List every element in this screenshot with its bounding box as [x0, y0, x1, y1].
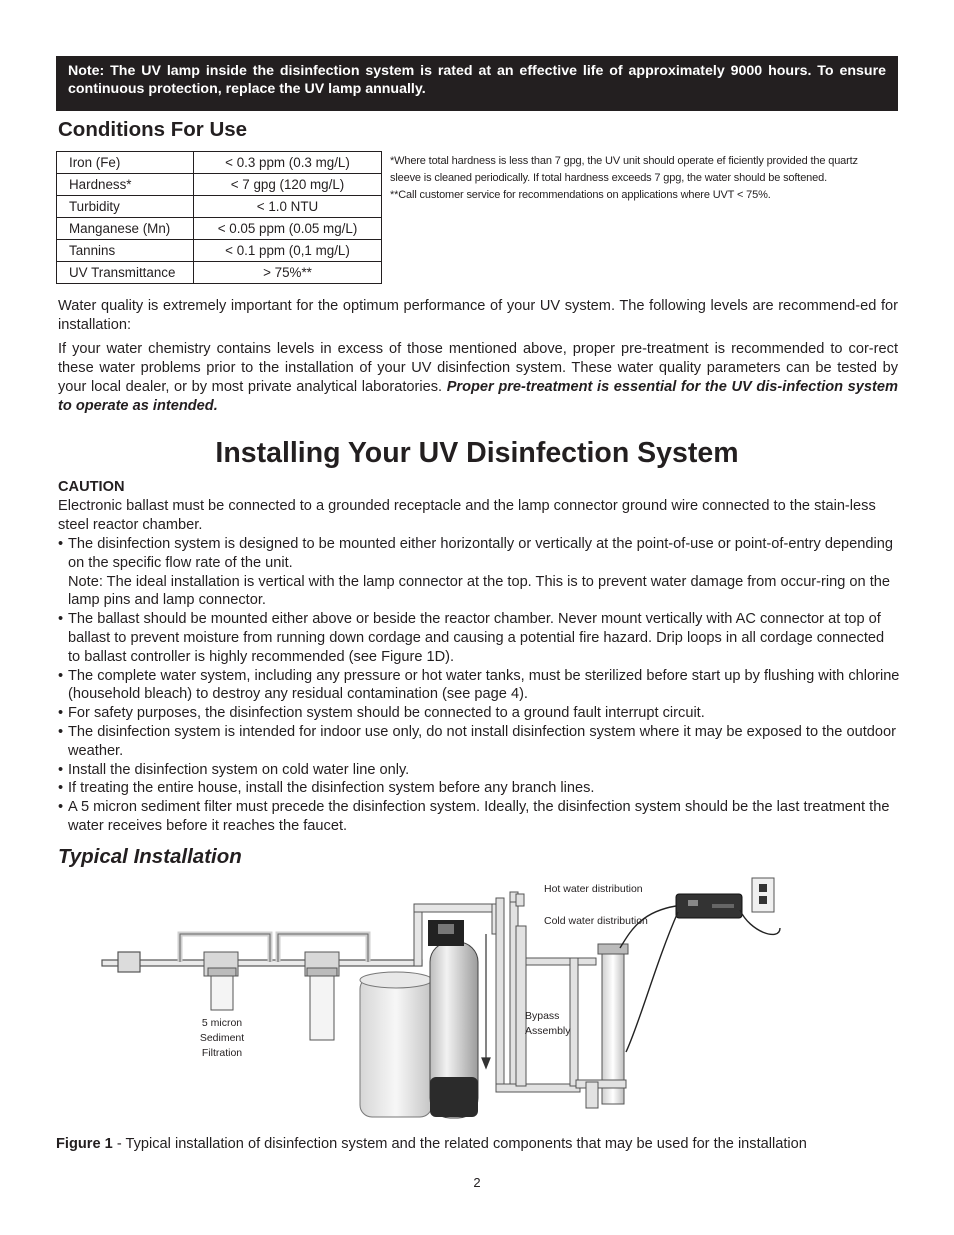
footnote-uvt: **Call customer service for recommendations on applications where UVT < 75%.: [390, 189, 771, 201]
param-cell: UV Transmittance: [57, 262, 194, 284]
page-title: Installing Your UV Disinfection System: [215, 437, 739, 469]
label-filter-1: 5 micron: [201, 1017, 243, 1029]
caution-text: Electronic ballast must be connected to a grounded receptacle and the lamp connector ground wire connected to the stain-less steel reactor chamber.: [58, 498, 876, 533]
bullet-note: Note: The ideal installation is vertical with the lamp connector at the top. This is to prevent water damage from occur-ring on the lamp pins and lamp connector.: [68, 573, 890, 609]
bullet-text: A 5 micron sediment filter must precede the disinfection system. Ideally, the disinfection system should be the last treatment the water receives before it reaches the faucet.: [68, 799, 890, 834]
label-bypass-1: Bypass: [525, 1010, 560, 1022]
value-cell: < 0.3 ppm (0.3 mg/L): [194, 152, 382, 174]
ballast-controller: [676, 894, 742, 918]
value-cell: > 75%**: [194, 262, 382, 284]
value-cell: < 1.0 NTU: [194, 196, 382, 218]
list-item: [58, 723, 900, 761]
list-item: [58, 535, 900, 610]
list-item: [58, 779, 900, 798]
pretreatment-emphasis: Proper pre-treatment is essential for the UV dis-infection system to operate as intended.: [58, 379, 898, 414]
bullet-text: Install the disinfection system on cold water line only.: [68, 761, 410, 778]
label-bypass-2: Assembly: [525, 1025, 571, 1037]
conditions-footnotes: [390, 153, 902, 204]
param-cell: Hardness*: [57, 174, 194, 196]
label-hot-water: Hot water distribution: [544, 883, 643, 895]
installation-diagram: [100, 872, 790, 1122]
conditions-heading: Conditions For Use: [58, 118, 248, 141]
bullet-text: The disinfection system is intended for indoor use only, do not install disinfection system where it may be exposed to the outdoor weather.: [68, 723, 896, 759]
pretreatment-paragraph: [58, 340, 898, 416]
footnote-hardness: *Where total hardness is less than 7 gpg, the UV unit should operate ef ficiently provided the quartz: [390, 155, 858, 167]
label-filter-2: Sediment: [199, 1032, 245, 1044]
figure-caption: [56, 1136, 807, 1152]
sediment-filter-1: [180, 934, 270, 1010]
table-row: [57, 262, 382, 284]
typical-installation-heading: Typical Installation: [58, 845, 242, 868]
param-cell: Tannins: [57, 240, 194, 262]
table-row: [57, 174, 382, 196]
conditions-table: [56, 151, 382, 284]
list-item: [58, 667, 900, 705]
caution-heading: CAUTION: [58, 479, 125, 495]
list-item: [58, 798, 900, 836]
drain-arrow: [482, 934, 490, 1068]
label-cold-water: Cold water distribution: [544, 915, 648, 927]
value-cell: < 0.05 ppm (0.05 mg/L): [194, 218, 382, 240]
bullet-text: The disinfection system is designed to be mounted either horizontally or vertically at the point-of-use or point-of-entry depending on the specific flow rate of the unit.: [68, 536, 893, 571]
list-item: [58, 610, 900, 666]
note-box: Note: The UV lamp inside the disinfection system is rated at an effective life of approximately 9000 hours. To ensure continuous protection, replace the UV lamp annually.: [56, 56, 898, 111]
value-cell: < 0.1 ppm (0,1 mg/L): [194, 240, 382, 262]
table-row: [57, 240, 382, 262]
inlet-pipe: [102, 952, 422, 972]
bullet-text: For safety purposes, the disinfection system should be connected to a ground fault interrupt circuit.: [68, 705, 705, 722]
uv-reactor: [576, 944, 628, 1108]
label-filter-3: Filtration: [201, 1047, 243, 1059]
footnote-hardness-cont: sleeve is cleaned periodically. If total hardness exceeds 7 gpg, the water should be softened.: [390, 172, 827, 184]
pretreatment-text: If your water chemistry contains levels in excess of those mentioned above, proper pre-treatment is recommended to cor-rect these water problems prior to the installation of your UV disinfection system. These water quality parameters can be tested by your local dealer, or by most private analytical laboratories.: [58, 341, 898, 395]
brine-tank: [360, 972, 432, 1117]
list-item: [58, 704, 900, 723]
bullet-text: If treating the entire house, install the disinfection system before any branch lines.: [68, 780, 595, 797]
table-row: [57, 152, 382, 174]
param-cell: Manganese (Mn): [57, 218, 194, 240]
table-row: [57, 218, 382, 240]
bullet-text: The complete water system, including any pressure or hot water tanks, must be sterilized before start up by flushing with chlorine (household bleach) to destroy any residual contamination (see page 4).: [68, 667, 900, 703]
water-quality-paragraph: Water quality is extremely important for the optimum performance of your UV system. The following levels are recommend-ed for installation:: [58, 298, 898, 333]
bullet-text: The ballast should be mounted either above or beside the reactor chamber. Never mount vertically with AC connector at top of ballast to prevent moisture from running down cordage and causing a potential fire hazard. Drip loops in all cordage connected to ballast controller is highly recommended (see Figure 1D).: [68, 611, 885, 665]
figure-caption-text: - Typical installation of disinfection system and the related components that may be used for the installation: [112, 1136, 807, 1152]
softener-tank: [428, 920, 478, 1118]
list-item: [58, 761, 900, 780]
table-row: [57, 196, 382, 218]
value-cell: < 7 gpg (120 mg/L): [194, 174, 382, 196]
installation-bullets: [58, 535, 900, 836]
sediment-filter-2: [278, 934, 368, 1040]
wall-outlet: [752, 878, 774, 912]
figure-label: Figure 1: [56, 1136, 113, 1152]
param-cell: Turbidity: [57, 196, 194, 218]
param-cell: Iron (Fe): [57, 152, 194, 174]
page-number: 2: [473, 1175, 481, 1190]
